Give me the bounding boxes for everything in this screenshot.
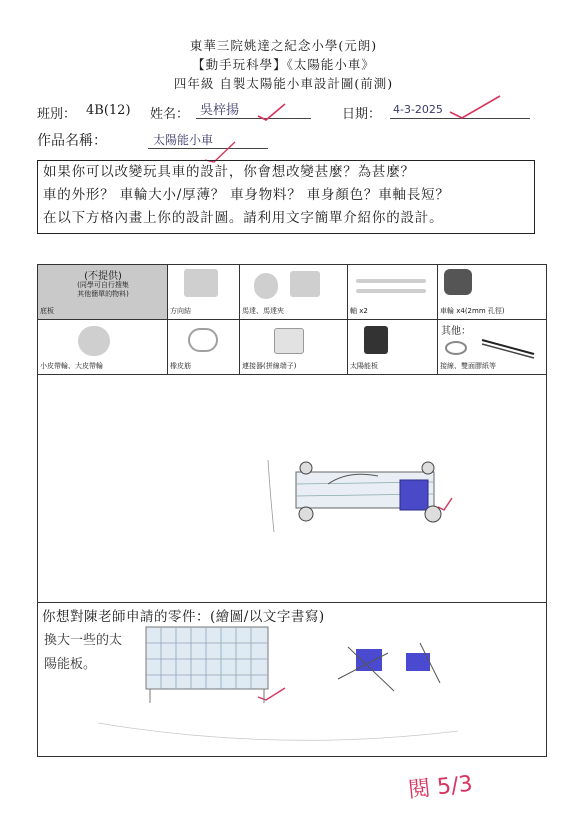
- axle-photo-1: [356, 279, 426, 283]
- solar-panel-sketch: [38, 603, 546, 756]
- request-answer-line-2: 陽能板。: [44, 657, 97, 672]
- form-subtitle: 四年級 自製太陽能小車設計圖(前測): [173, 76, 394, 91]
- class-value: 4B(12): [86, 103, 131, 118]
- wheels-photo: [444, 269, 472, 295]
- connector-cell: [240, 320, 348, 374]
- teacher-mark: 閱 5/3: [407, 771, 474, 804]
- parts-request-area: [37, 602, 547, 757]
- others-title: 其他：: [441, 326, 471, 337]
- base-board-label: 底板: [40, 307, 54, 315]
- date-label: 日期：: [342, 107, 382, 122]
- question-box: [37, 160, 535, 234]
- motor-photo: [254, 273, 278, 299]
- car-sketch: [38, 372, 546, 602]
- wheels-cell: [438, 265, 546, 319]
- rubber-band-cell: [168, 320, 240, 374]
- axle-label: 軸 x2: [350, 307, 368, 315]
- materials-row-2: [38, 320, 546, 374]
- work-value: 太陽能小車: [153, 133, 214, 147]
- solar-panel-label: 太陽能板: [350, 362, 378, 370]
- axle-photo-2: [356, 289, 426, 293]
- base-board-note-3: 其他簡單的物料): [77, 290, 129, 298]
- design-drawing-area: [37, 372, 547, 603]
- question-line-3: 在以下方格內畫上你的設計圖。請利用文字簡單介紹你的設計。: [43, 210, 444, 226]
- others-cell: [438, 320, 546, 374]
- motor-clip-photo: [290, 271, 320, 297]
- wires-photo: [442, 334, 542, 360]
- materials-row-1: [38, 265, 546, 320]
- name-label: 姓名：: [150, 107, 190, 122]
- pulley-photo: [78, 326, 110, 356]
- solar-panel-cell: [348, 320, 438, 374]
- program-title: 【動手玩科學】《太陽能小車》: [192, 57, 375, 72]
- school-name: 東華三院姚達之紀念小學(元朗): [189, 38, 378, 53]
- steering-photo: [184, 269, 218, 297]
- request-answer-line-1: 換大一些的太: [44, 633, 123, 648]
- request-title: 你想對陳老師申請的零件：(繪圖/以文字書寫): [42, 609, 325, 625]
- steering-cell: [168, 265, 240, 319]
- motor-label: 馬達、馬達夾: [242, 307, 284, 315]
- others-label: 接線、雙面膠紙等: [440, 362, 496, 370]
- connector-photo: [274, 328, 304, 354]
- rubber-band-label: 橡皮筋: [170, 362, 191, 370]
- work-label: 作品名稱：: [37, 133, 107, 149]
- class-label: 班別：: [37, 107, 77, 122]
- steering-label: 方向結: [170, 307, 191, 315]
- pulley-label: 小皮帶輪、大皮帶輪: [40, 362, 103, 370]
- motor-cell: [240, 265, 348, 319]
- axle-cell: [348, 265, 438, 319]
- question-line-1: 如果你可以改變玩具車的設計，你會想改變甚麼？為甚麼？: [43, 164, 415, 180]
- connector-label: 連接器(拼線端子): [242, 362, 297, 370]
- base-board-note: (不提供): [84, 271, 122, 282]
- pulley-cell: [38, 320, 168, 374]
- solar-panel-photo: [364, 326, 388, 354]
- wheels-label: 車輪 x4(2mm 孔徑): [440, 307, 505, 315]
- base-board-note-2: (同學可自行搜集: [77, 281, 129, 289]
- materials-table: [37, 264, 547, 375]
- question-line-2: 車的外形？ 車輪大小/厚薄？ 車身物料？ 車身顏色？車軸長短？: [43, 187, 450, 203]
- date-value: 4-3-2025: [393, 103, 443, 116]
- rubber-band-photo: [188, 328, 218, 352]
- base-board-cell: [38, 265, 168, 319]
- name-value: 吳梓揚: [200, 103, 240, 118]
